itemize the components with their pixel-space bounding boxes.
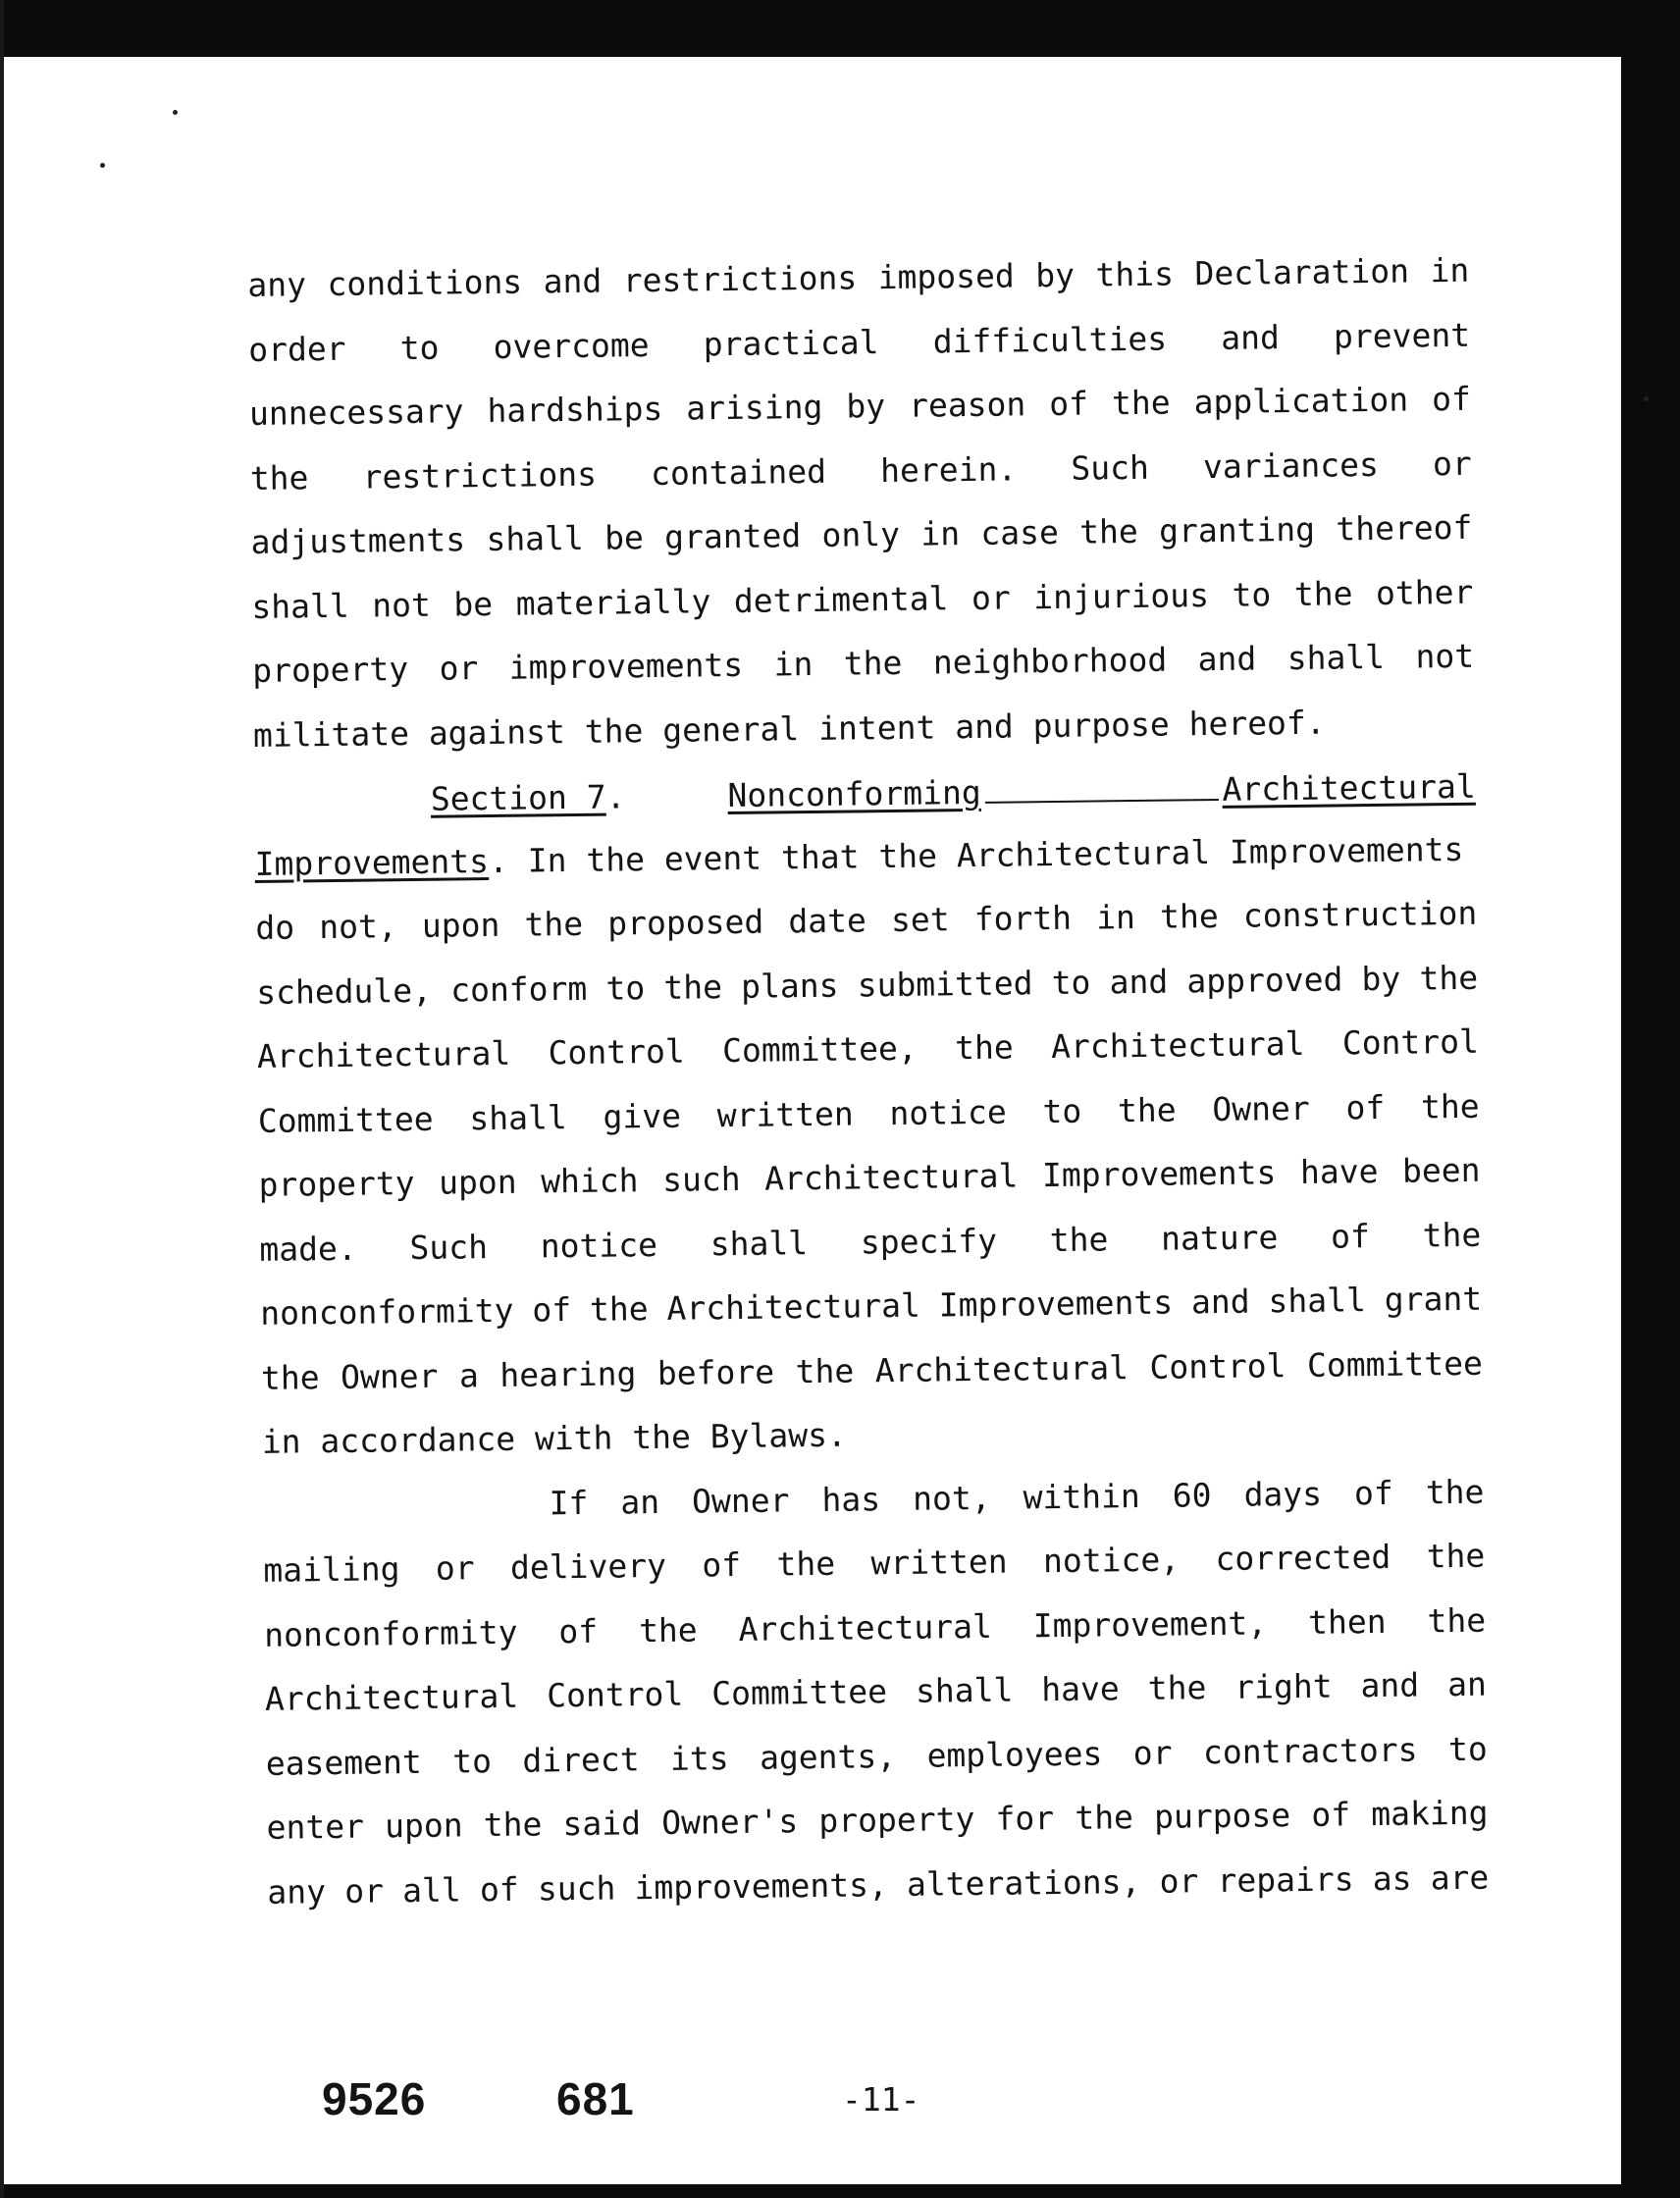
word: construction bbox=[1242, 893, 1478, 935]
word: submitted bbox=[857, 963, 1033, 1004]
word: or bbox=[1159, 1860, 1199, 1901]
word: the bbox=[1111, 383, 1171, 423]
word: prevent bbox=[1333, 315, 1471, 355]
word: reason bbox=[908, 385, 1026, 425]
word: not, bbox=[912, 1478, 991, 1518]
scan-border-top bbox=[0, 0, 1680, 57]
document-body bbox=[247, 238, 1490, 1924]
word: do bbox=[255, 908, 295, 947]
word: Owner's bbox=[660, 1802, 799, 1842]
word: Architectural bbox=[738, 1606, 993, 1648]
word: direct bbox=[522, 1739, 640, 1780]
word: enter bbox=[266, 1806, 365, 1847]
word: in bbox=[920, 514, 961, 553]
word: by bbox=[1361, 959, 1401, 998]
word: herein. bbox=[879, 448, 1018, 490]
word: 60 bbox=[1172, 1475, 1212, 1515]
word: the bbox=[1293, 573, 1353, 613]
word: the bbox=[260, 1357, 320, 1397]
word: Architectural bbox=[1050, 1023, 1305, 1067]
word: detrimental bbox=[733, 578, 949, 620]
word: notice, bbox=[1042, 1540, 1181, 1581]
word: granting bbox=[1158, 509, 1316, 550]
word: Architectural bbox=[874, 1347, 1129, 1389]
word: right bbox=[1234, 1666, 1333, 1706]
word: difficulties bbox=[932, 319, 1168, 360]
word: property bbox=[818, 1800, 975, 1841]
word: specify bbox=[860, 1221, 998, 1261]
word: practical bbox=[703, 322, 879, 363]
word: employees bbox=[926, 1733, 1103, 1775]
word: the bbox=[1420, 1086, 1480, 1125]
word: the bbox=[1117, 1090, 1177, 1129]
paragraph-owner-notice bbox=[262, 1459, 1490, 1924]
doc-number-b: 681 bbox=[556, 2073, 635, 2124]
word: the bbox=[249, 457, 309, 497]
word: upon bbox=[384, 1806, 463, 1846]
word: conform bbox=[449, 968, 588, 1010]
word: alterations, bbox=[906, 1861, 1141, 1904]
word: in bbox=[773, 644, 814, 684]
word: Committee, bbox=[721, 1028, 919, 1071]
word: within bbox=[1023, 1476, 1141, 1516]
word: said bbox=[562, 1804, 642, 1844]
word: Such bbox=[409, 1227, 489, 1267]
word: only bbox=[821, 514, 901, 554]
scan-speck bbox=[100, 163, 105, 168]
word: and bbox=[1197, 639, 1257, 679]
word: Control bbox=[1341, 1021, 1480, 1063]
word: the bbox=[795, 1351, 855, 1390]
word: set bbox=[890, 900, 950, 940]
word: the bbox=[483, 1805, 543, 1845]
doc-number-a: 9526 bbox=[322, 2073, 427, 2124]
word: the bbox=[1426, 1536, 1486, 1576]
word: such bbox=[537, 1868, 616, 1909]
word: of bbox=[1330, 1216, 1371, 1256]
word: restrictions bbox=[362, 454, 598, 497]
paragraph-variances bbox=[247, 238, 1475, 767]
word: date bbox=[788, 901, 867, 941]
word: before bbox=[656, 1352, 775, 1392]
title-underline bbox=[984, 756, 1218, 804]
word: improvements, bbox=[634, 1864, 889, 1907]
word: the bbox=[638, 1610, 698, 1649]
page-number: -11- bbox=[842, 2080, 920, 2119]
word: notice bbox=[889, 1092, 1007, 1132]
word: proposed bbox=[607, 902, 764, 943]
word: of bbox=[1049, 384, 1089, 424]
word: agents, bbox=[759, 1736, 897, 1777]
word: Improvements bbox=[938, 1282, 1174, 1325]
word: the bbox=[1147, 1668, 1207, 1707]
word: shall bbox=[1268, 1281, 1367, 1321]
word: thereof bbox=[1336, 507, 1473, 549]
word: to bbox=[605, 968, 646, 1008]
word: all bbox=[401, 1869, 461, 1910]
word: of bbox=[1311, 1795, 1351, 1834]
word: forth bbox=[973, 898, 1073, 938]
word: to bbox=[451, 1741, 493, 1781]
word: improvements bbox=[508, 645, 744, 687]
word: hardships bbox=[487, 389, 663, 431]
word: property bbox=[258, 1163, 415, 1204]
word: corrected bbox=[1215, 1537, 1391, 1579]
word: Control bbox=[1149, 1345, 1286, 1387]
word: other bbox=[1375, 572, 1474, 612]
word: or bbox=[971, 578, 1011, 617]
word: notice bbox=[540, 1225, 658, 1265]
word: an bbox=[1446, 1664, 1488, 1704]
section-title-part2: Architectural bbox=[1222, 766, 1476, 809]
word: and bbox=[543, 261, 603, 301]
word: and bbox=[1190, 1282, 1250, 1322]
word: or bbox=[1132, 1733, 1173, 1772]
word: to bbox=[1447, 1729, 1488, 1768]
word: of bbox=[702, 1544, 742, 1585]
word: have bbox=[1041, 1669, 1120, 1709]
word: restrictions bbox=[622, 258, 858, 300]
scan-speck bbox=[173, 110, 178, 115]
word: mailing bbox=[263, 1549, 400, 1590]
word: to bbox=[1042, 1091, 1082, 1130]
word: contractors bbox=[1202, 1730, 1418, 1771]
word: the bbox=[1159, 896, 1219, 936]
word: written bbox=[870, 1542, 1008, 1583]
word: approved bbox=[1186, 959, 1343, 1000]
word: nature bbox=[1160, 1217, 1279, 1258]
word: not bbox=[1415, 636, 1475, 676]
text-line-content: in accordance with the Bylaws. bbox=[261, 1415, 848, 1461]
word: the bbox=[1075, 1798, 1134, 1837]
word: Improvements bbox=[1041, 1153, 1277, 1195]
scan-border-left bbox=[0, 0, 4, 2198]
word: shall bbox=[469, 1097, 567, 1137]
word: its bbox=[669, 1738, 729, 1778]
section-title-part1: Nonconforming bbox=[727, 772, 981, 815]
word: shall bbox=[915, 1670, 1014, 1710]
word: plans bbox=[740, 966, 839, 1006]
section-first-line-rest: . In the event that the Architectural Improvements bbox=[488, 829, 1464, 880]
word: which bbox=[540, 1161, 639, 1201]
word: overcome bbox=[493, 325, 650, 366]
word: to bbox=[1051, 963, 1091, 1002]
word: schedule, bbox=[255, 970, 433, 1012]
word: the bbox=[1427, 1600, 1487, 1640]
text-line bbox=[267, 1845, 1490, 1924]
word: of bbox=[558, 1611, 599, 1650]
word: granted bbox=[663, 516, 802, 556]
word: Owner bbox=[1212, 1088, 1310, 1128]
word: the bbox=[1425, 1472, 1485, 1511]
word: shall bbox=[709, 1223, 809, 1263]
word: and bbox=[1221, 317, 1281, 357]
word: Architectural bbox=[256, 1033, 511, 1075]
word: been bbox=[1401, 1150, 1481, 1190]
word: give bbox=[603, 1096, 682, 1136]
word: the bbox=[1419, 958, 1479, 997]
word: the bbox=[1422, 1215, 1482, 1254]
word: any bbox=[247, 265, 307, 304]
word: made. bbox=[259, 1229, 357, 1269]
section-label: Section 7 bbox=[430, 777, 606, 818]
word: Such bbox=[1071, 447, 1150, 488]
scan-border-right bbox=[1621, 0, 1680, 2198]
word: the bbox=[524, 904, 584, 944]
word: days bbox=[1243, 1474, 1323, 1514]
word: arising bbox=[686, 387, 823, 428]
word: shall bbox=[486, 518, 585, 559]
section-heading: Section 7 . Nonconforming Architectural bbox=[253, 753, 1476, 832]
word: the bbox=[1049, 1219, 1109, 1259]
word: contained bbox=[650, 451, 827, 493]
word: shall bbox=[251, 586, 349, 626]
word: the bbox=[663, 967, 723, 1007]
word: of bbox=[1353, 1473, 1394, 1512]
word: and bbox=[1360, 1665, 1420, 1705]
scan-speck bbox=[1644, 396, 1649, 401]
word: or bbox=[1432, 444, 1472, 483]
word: Committee bbox=[1306, 1343, 1484, 1385]
word: or bbox=[343, 1870, 385, 1910]
word: nonconformity bbox=[259, 1290, 514, 1333]
word: such bbox=[661, 1159, 741, 1199]
word: materially bbox=[515, 581, 711, 623]
word: in bbox=[1430, 250, 1470, 290]
word: delivery bbox=[509, 1545, 667, 1587]
word: not bbox=[372, 585, 432, 624]
word: then bbox=[1307, 1601, 1387, 1642]
word: hearing bbox=[499, 1353, 637, 1394]
word: as bbox=[1372, 1858, 1412, 1898]
word: a bbox=[458, 1355, 480, 1394]
text-line-content: militate against the general intent and purpose hereof. bbox=[252, 703, 1326, 755]
word: Owner bbox=[340, 1356, 439, 1396]
word: an bbox=[620, 1482, 660, 1521]
word: by bbox=[1035, 255, 1076, 295]
word: or bbox=[435, 1548, 475, 1588]
word: easement bbox=[265, 1742, 422, 1783]
word: repairs bbox=[1217, 1858, 1354, 1900]
word: Committee bbox=[710, 1672, 888, 1713]
word: this bbox=[1095, 254, 1175, 294]
section-title-part3: Improvements bbox=[254, 841, 490, 883]
word: of bbox=[479, 1869, 519, 1909]
word: the bbox=[1078, 511, 1139, 551]
word: case bbox=[980, 512, 1060, 552]
word: making bbox=[1370, 1793, 1489, 1834]
word: be bbox=[453, 584, 494, 623]
word: nonconformity bbox=[263, 1612, 518, 1654]
scan-border-bottom bbox=[0, 2184, 1680, 2198]
word: upon bbox=[438, 1162, 517, 1202]
word: to bbox=[399, 328, 440, 367]
word: are bbox=[1430, 1858, 1490, 1897]
word: Committee bbox=[257, 1099, 434, 1140]
word: to bbox=[1232, 574, 1272, 614]
word: the bbox=[843, 643, 903, 683]
word: adjustments bbox=[250, 520, 466, 561]
word: for bbox=[995, 1799, 1055, 1838]
word: grant bbox=[1384, 1279, 1483, 1319]
word: the bbox=[776, 1544, 836, 1584]
word: of bbox=[1345, 1087, 1386, 1126]
word: unnecessary bbox=[248, 392, 464, 433]
word: of bbox=[1431, 379, 1472, 419]
word: Architectural bbox=[666, 1285, 921, 1328]
word: Control bbox=[546, 1674, 684, 1715]
word: have bbox=[1299, 1151, 1379, 1191]
word: If bbox=[549, 1483, 589, 1522]
word: variances bbox=[1202, 445, 1380, 486]
word: the bbox=[954, 1027, 1015, 1068]
word: and bbox=[1109, 962, 1169, 1001]
word: any bbox=[267, 1871, 327, 1911]
word: in bbox=[1095, 897, 1136, 937]
word: written bbox=[716, 1094, 855, 1134]
word: the bbox=[589, 1289, 649, 1329]
word: of bbox=[532, 1290, 572, 1330]
word: imposed bbox=[877, 256, 1015, 297]
word: shall bbox=[1286, 637, 1386, 678]
word: or bbox=[439, 649, 479, 688]
word: not, bbox=[319, 907, 398, 947]
word: conditions bbox=[327, 262, 523, 304]
paragraph-section7 bbox=[255, 881, 1484, 1475]
word: Declaration bbox=[1194, 251, 1410, 293]
word: injurious bbox=[1032, 575, 1210, 616]
word: has bbox=[821, 1479, 881, 1519]
word: neighborhood bbox=[932, 640, 1168, 682]
word: Improvement, bbox=[1032, 1602, 1268, 1645]
word: order bbox=[247, 329, 346, 369]
word: purpose bbox=[1153, 1796, 1291, 1836]
word: Architectural bbox=[763, 1156, 1019, 1198]
word: by bbox=[846, 387, 886, 426]
word: application bbox=[1193, 380, 1409, 422]
word: Control bbox=[548, 1031, 685, 1073]
word: upon bbox=[421, 905, 500, 945]
word: property bbox=[251, 650, 409, 690]
word: be bbox=[604, 518, 645, 557]
word: Owner bbox=[691, 1480, 790, 1521]
word: Architectural bbox=[264, 1676, 519, 1718]
